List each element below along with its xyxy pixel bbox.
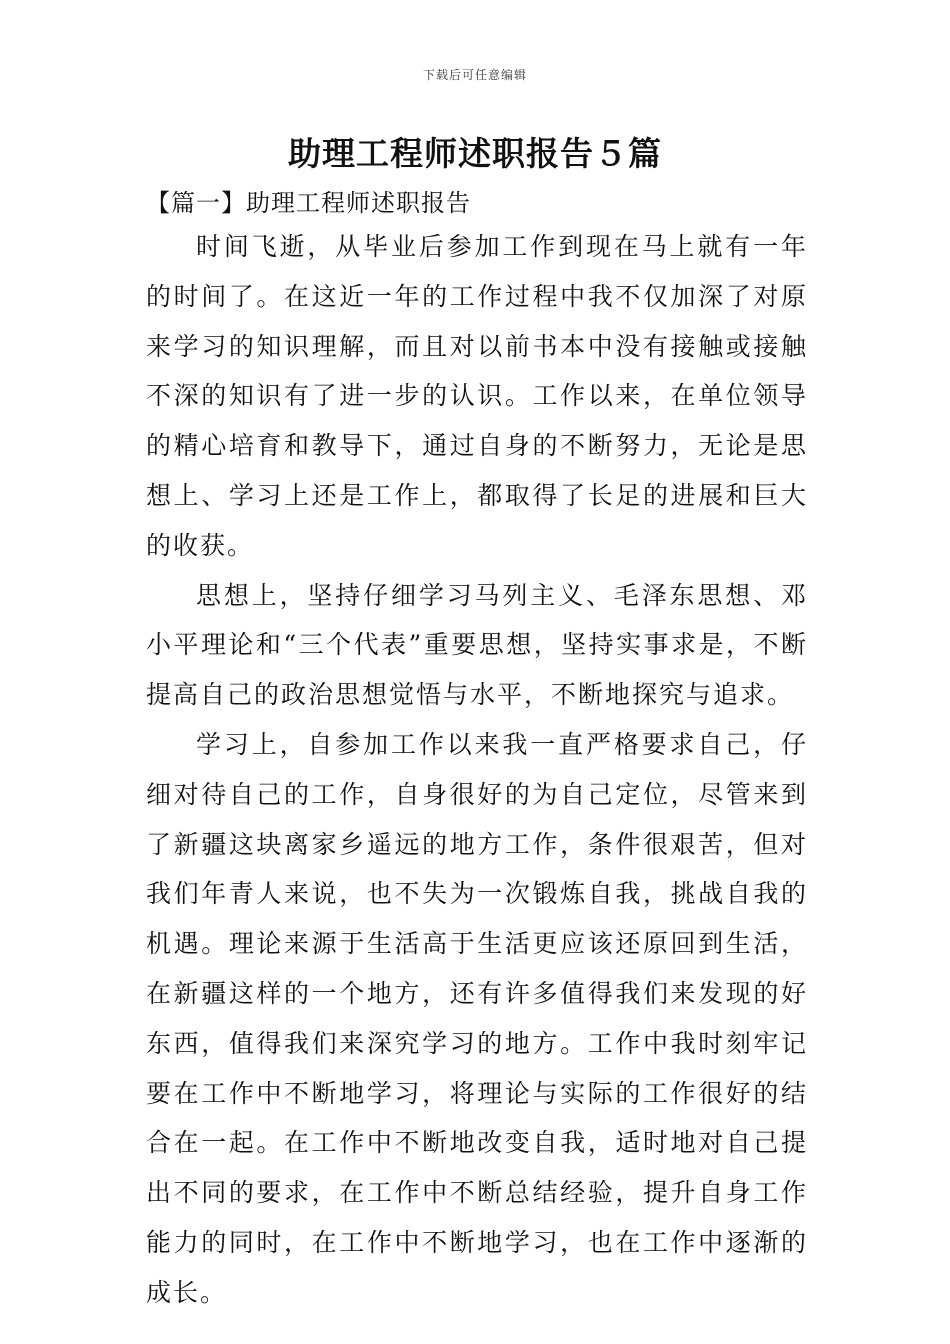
document-body [146,222,808,1318]
paragraph: 学习上，自参加工作以来我一直严格要求自己，仔细对待自己的工作，自身很好的为自己定位，尽管来到了新疆这块离家乡遥远的地方工作，条件很艰苦，但对我们年青人来说，也不失为一次锻炼自我，挑战自我的机遇。理论来源于生活高于生活更应该还原回到生活，在新疆这样的一个地方，还有许多值得我们来发现的好东西，值得我们来深究学习的地方。工作中我时刻牢记要在工作中不断地学习，将理论与实际的工作很好的结合在一起。在工作中不断地改变自我，适时地对自己提出不同的要求，在工作中不断总结经验，提升自身工作能力的同时，在工作中不断地学习，也在工作中逐渐的成长。 [146,729,808,1307]
paragraph: 时间飞逝，从毕业后参加工作到现在马上就有一年的时间了。在这近一年的工作过程中我不仅加深了对原来学习的知识理解，而且对以前书本中没有接触或接触不深的知识有了进一步的认识。工作以来，在单位领导的精心培育和教导下，通过自身的不断努力，无论是思想上、学习上还是工作上，都取得了长足的进展和巨大的收获。 [146,232,808,560]
section-heading: 【篇一】助理工程师述职报告 [146,189,471,217]
paragraph: 思想上，坚持仔细学习马列主义、毛泽东思想、邓小平理论和“三个代表”重要思想，坚持实事求是，不断提高自己的政治思想觉悟与水平，不断地探究与追求。 [146,580,808,710]
document-title: 助理工程师述职报告５篇 [288,134,662,173]
header-note: 下载后可任意编辑 [422,68,527,82]
